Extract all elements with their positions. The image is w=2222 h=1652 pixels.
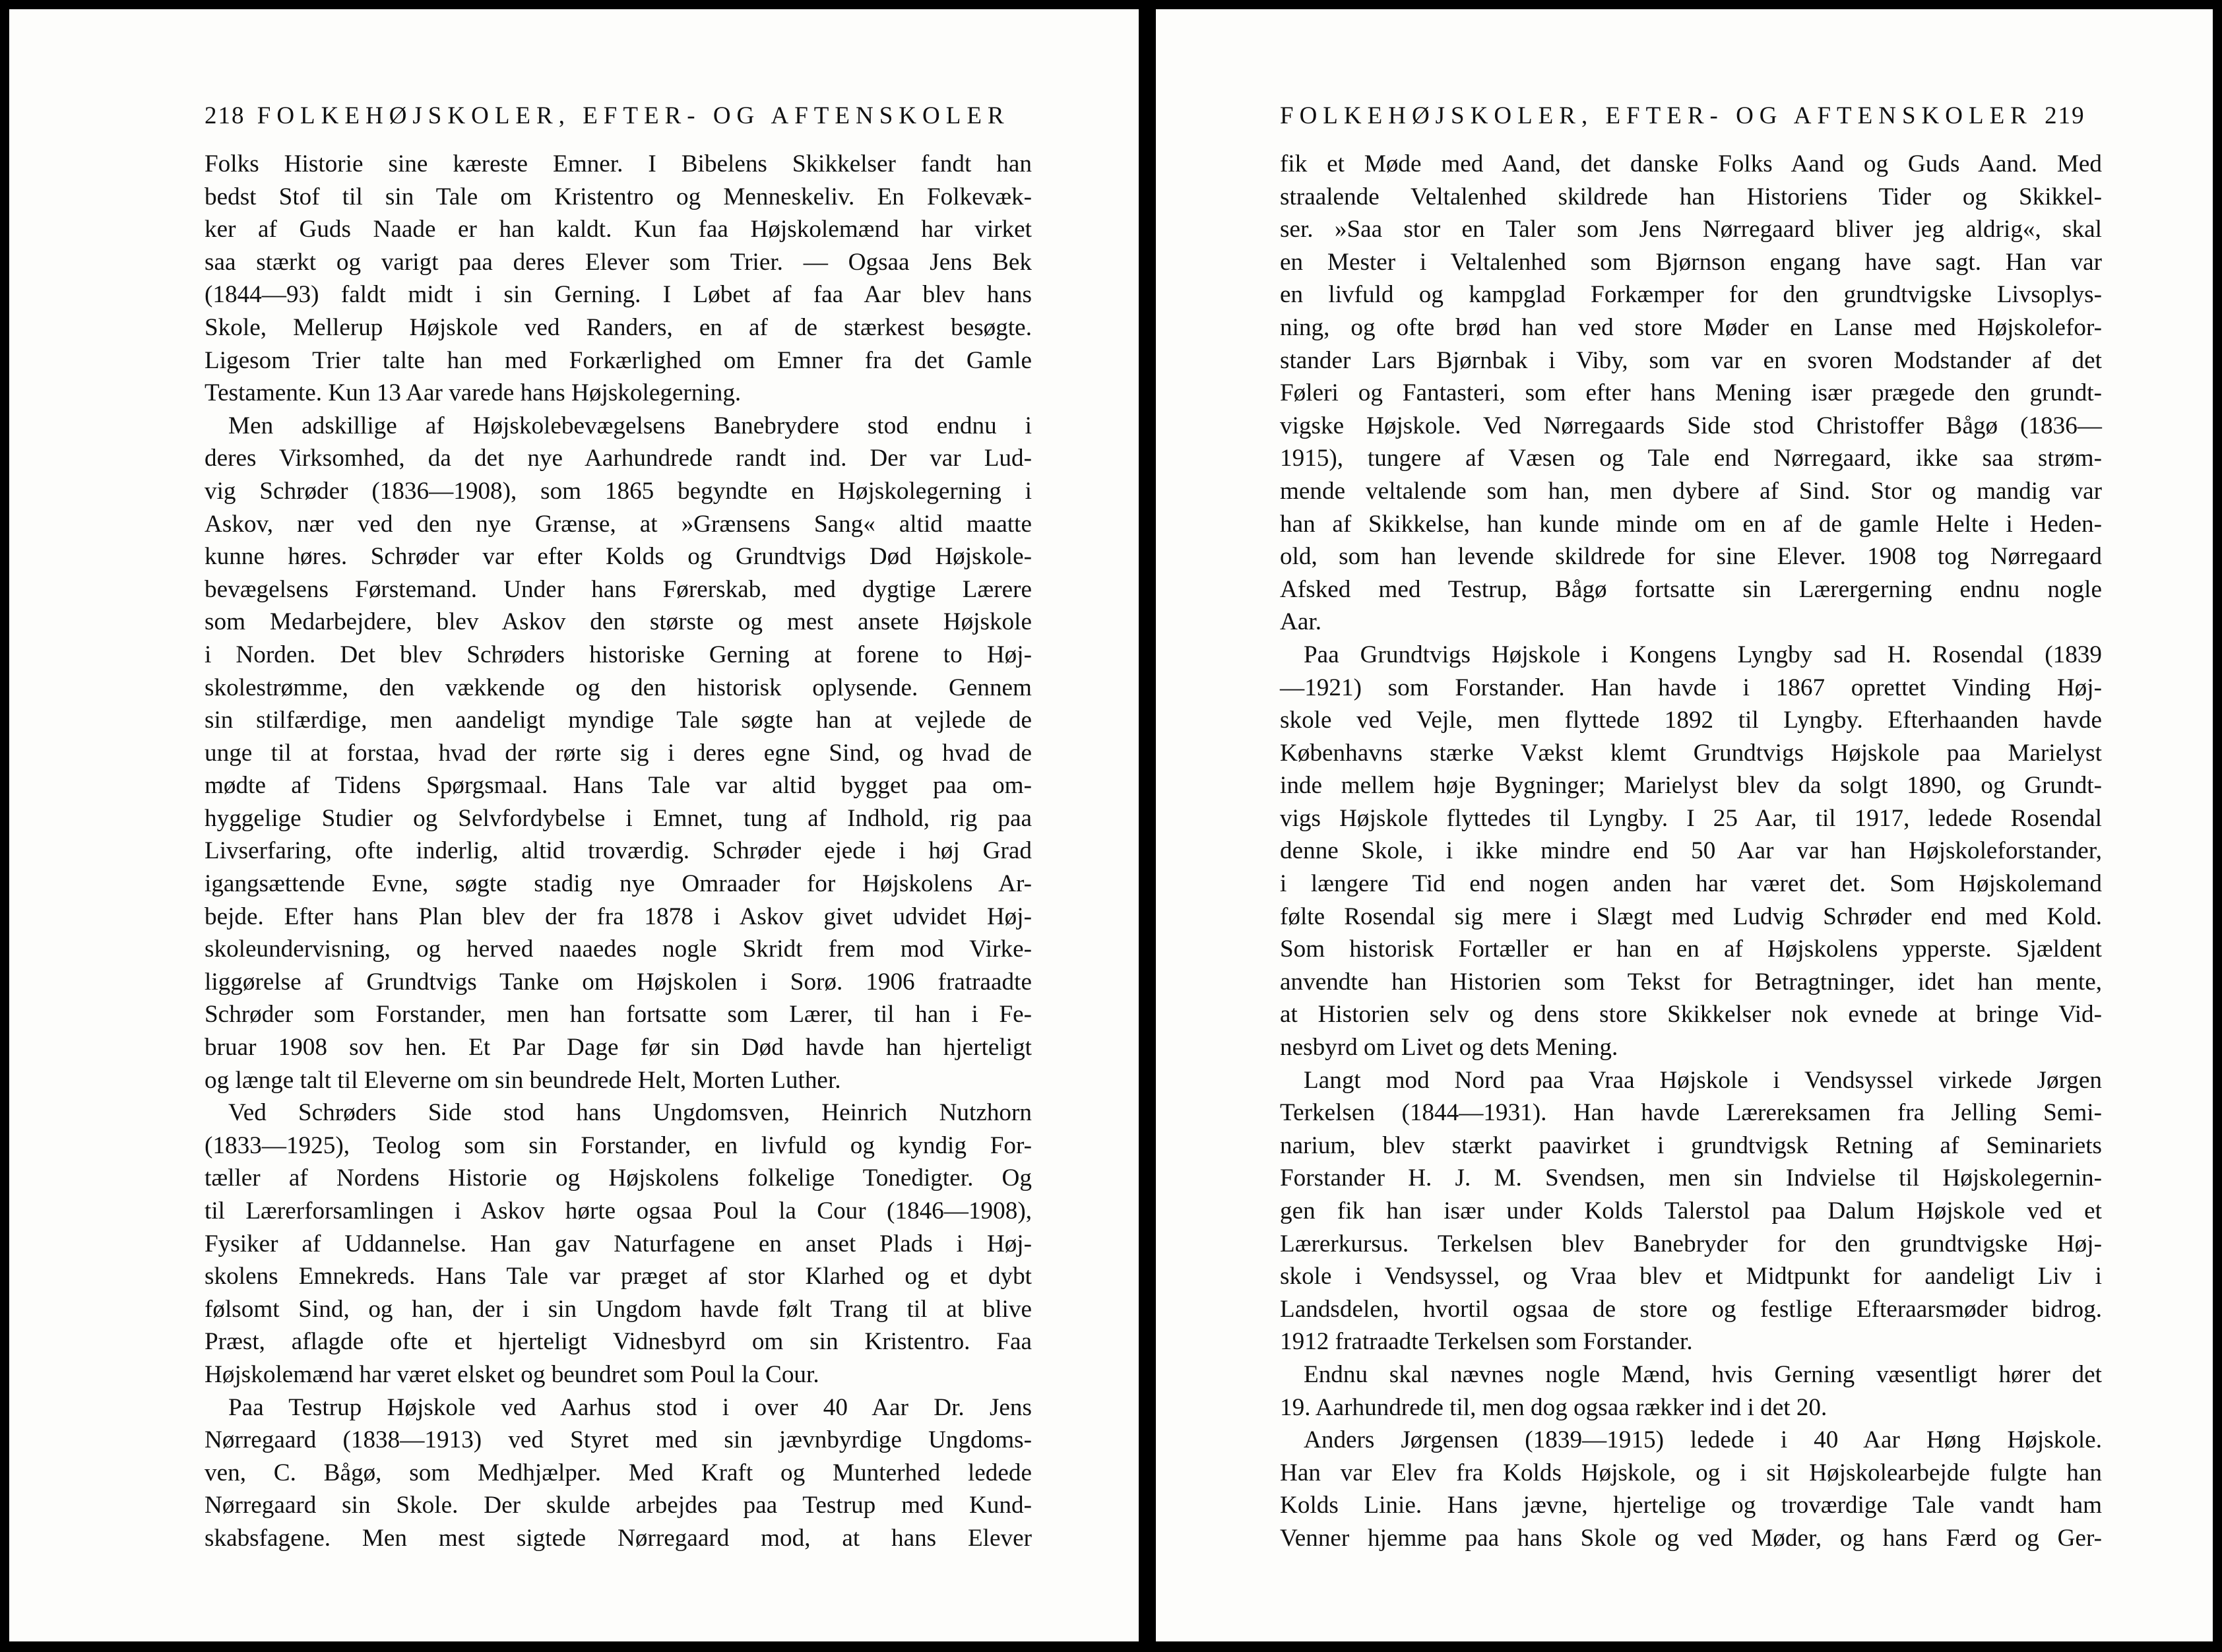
text-line: old, som han levende skildrede for sine Elever. 1908 tog Nørregaard [1280, 543, 2102, 571]
text-line: at Historien selv og dens store Skikkelser nok evnede at bringe Vid- [1280, 1001, 2102, 1029]
text-line: Kolds Linie. Hans jævne, hjertelige og troværdige Tale vandt ham [1280, 1492, 2102, 1519]
text-line: skole ved Vejle, men flyttede 1892 til Lyngby. Efterhaanden havde [1280, 707, 2102, 734]
text-line: mende veltalende som han, men dybere af Sind. Stor og mandig var [1280, 477, 2102, 505]
text-line: nesbyrd om Livet og dets Mening. [1280, 1034, 1618, 1062]
text-line: han af Skikkelse, han kunde minde om en af de gamle Helte i Heden- [1280, 510, 2102, 538]
text-line: Afsked med Testrup, Bågø fortsatte sin Lærergerning endnu nogle [1280, 575, 2102, 603]
left-page-body [205, 148, 1032, 1555]
text-line: Aar. [1280, 608, 1321, 636]
text-line: vig Schrøder (1836—1908), som 1865 begyndte en Højskolegerning i [205, 477, 1032, 505]
text-line: Livserfaring, ofte inderlig, altid troværdig. Schrøder ejede i høj Grad [205, 837, 1032, 865]
text-line: Langt mod Nord paa Vraa Højskole i Vendsyssel virkede Jørgen [1304, 1066, 2102, 1094]
text-line: Fysiker af Uddannelse. Han gav Naturfagene en anset Plads i Høj- [205, 1230, 1032, 1257]
text-line: og længe talt til Eleverne om sin beundrede Helt, Morten Luther. [205, 1066, 841, 1094]
text-line: Ved Schrøders Side stod hans Ungdomsven, Heinrich Nutzhorn [228, 1099, 1032, 1127]
right-page-number: 219 [2045, 102, 2085, 129]
text-line: fik et Møde med Aand, det danske Folks Aand og Guds Aand. Med [1280, 150, 2102, 177]
text-line: Han var Elev fra Kolds Højskole, og i sit Højskolearbejde fulgte han [1280, 1459, 2102, 1486]
text-line: Paa Grundtvigs Højskole i Kongens Lyngby sad H. Rosendal (1839 [1304, 641, 2102, 668]
text-line: Lærerkursus. Terkelsen blev Banebryder for den grundtvigske Høj- [1280, 1230, 2102, 1257]
text-line: Venner hjemme paa hans Skole og ved Møder, og hans Færd og Ger- [1280, 1524, 2102, 1552]
text-line: mødte af Tidens Spørgsmaal. Hans Tale var altid bygget paa om- [205, 772, 1032, 800]
text-line: igangsættende Evne, søgte stadig nye Omraader for Højskolens Ar- [205, 870, 1032, 898]
text-line: bevægelsens Førstemand. Under hans Førerskab, med dygtige Lærere [205, 575, 1032, 603]
text-line: følsomt Sind, og han, der i sin Ungdom havde følt Trang til at blive [205, 1295, 1032, 1323]
text-line: en livfuld og kampglad Forkæmper for den grundtvigske Livsoplys- [1280, 281, 2102, 309]
text-line: Landsdelen, hvortil ogsaa de store og festlige Efteraarsmøder bidrog. [1280, 1295, 2102, 1323]
text-line: denne Skole, i ikke mindre end 50 Aar var han Højskoleforstander, [1280, 837, 2102, 865]
text-line: Forstander H. J. M. Svendsen, men sin Indvielse til Højskolegernin- [1280, 1164, 2102, 1192]
text-line: 19. Aarhundrede til, men dog ogsaa rækker ind i det 20. [1280, 1393, 1827, 1421]
text-line: Nørregaard (1838—1913) ved Styret med sin jævnbyrdige Ungdoms- [205, 1426, 1032, 1454]
text-line: sin stilfærdige, men aandeligt myndige Tale søgte han at vejlede de [205, 707, 1032, 734]
left-page-number: 218 [205, 102, 245, 129]
text-line: bedst Stof til sin Tale om Kristentro og Menneskeliv. En Folkevæk- [205, 183, 1032, 210]
text-line: Paa Testrup Højskole ved Aarhus stod i over 40 Aar Dr. Jens [228, 1393, 1032, 1421]
text-line: i Norden. Det blev Schrøders historiske Gerning at forene to Høj- [205, 641, 1032, 668]
text-line: Skole, Mellerup Højskole ved Randers, en af de stærkest besøgte. [205, 313, 1032, 341]
left-page [9, 9, 1139, 1641]
text-line: ser. »Saa stor en Taler som Jens Nørregaard bliver jeg aldrig«, skal [1280, 216, 2102, 243]
text-line: bruar 1908 sov hen. Et Par Dage før sin Død havde han hjerteligt [205, 1034, 1032, 1062]
text-line: liggørelse af Grundtvigs Tanke om Højskolen i Sorø. 1906 fratraadte [205, 968, 1032, 996]
text-line: Højskolemænd har været elsket og beundret som Poul la Cour. [205, 1360, 819, 1388]
text-line: stander Lars Bjørnbak i Viby, som var en svoren Modstander af det [1280, 346, 2102, 374]
text-line: Terkelsen (1844—1931). Han havde Lærereksamen fra Jelling Semi- [1280, 1099, 2102, 1127]
text-line: vigske Højskole. Ved Nørregaards Side stod Christoffer Bågø (1836— [1280, 412, 2102, 439]
text-line: Som historisk Fortæller er han en af Højskolens ypperste. Sjældent [1280, 936, 2102, 963]
text-line: 1915), tungere af Væsen og Tale end Nørregaard, ikke saa strøm- [1280, 445, 2102, 472]
text-line: kunne høres. Schrøder var efter Kolds og Grundtvigs Død Højskole- [205, 543, 1032, 571]
text-line: skolestrømme, den vækkende og den historisk oplysende. Gennem [205, 674, 1032, 701]
text-line: bejde. Efter hans Plan blev der fra 1878 i Askov givet udvidet Høj- [205, 903, 1032, 930]
text-line: narium, blev stærkt paavirket i grundtvigsk Retning af Seminariets [1280, 1131, 2102, 1159]
text-line: unge til at forstaa, hvad der rørte sig i deres egne Sind, og hvad de [205, 739, 1032, 767]
text-line: gen fik han især under Kolds Talerstol paa Dalum Højskole ved et [1280, 1197, 2102, 1224]
text-line: Anders Jørgensen (1839—1915) ledede i 40 Aar Høng Højskole. [1304, 1426, 2102, 1454]
text-line: til Lærerforsamlingen i Askov hørte ogsaa Poul la Cour (1846—1908), [205, 1197, 1032, 1224]
text-line: (1833—1925), Teolog som sin Forstander, en livfuld og kyndig For- [205, 1131, 1032, 1159]
text-line: følte Rosendal sig mere i Slægt med Ludvig Schrøder end med Kold. [1280, 903, 2102, 930]
text-line: ning, og ofte brød han ved store Møder en Lanse med Højskolefor- [1280, 313, 2102, 341]
text-line: deres Virksomhed, da det nye Aarhundrede randt ind. Der var Lud- [205, 445, 1032, 472]
text-line: skole i Vendsyssel, og Vraa blev et Midtpunkt for aandeligt Liv i [1280, 1263, 2102, 1290]
text-line: ker af Guds Naade er han kaldt. Kun faa Højskolemænd har virket [205, 216, 1032, 243]
text-line: (1844—93) faldt midt i sin Gerning. I Løbet af faa Aar blev hans [205, 281, 1032, 309]
text-line: Askov, nær ved den nye Grænse, at »Grænsens Sang« altid maatte [205, 510, 1032, 538]
right-page [1156, 9, 2213, 1641]
text-line: 1912 fratraadte Terkelsen som Forstander. [1280, 1328, 1693, 1356]
text-line: Folks Historie sine kæreste Emner. I Bibelens Skikkelser fandt han [205, 150, 1032, 177]
right-running-head-title: FOLKEHØJSKOLER, EFTER- OG AFTENSKOLER [1280, 102, 2033, 129]
text-line: —1921) som Forstander. Han havde i 1867 oprettet Vinding Høj- [1280, 674, 2102, 701]
text-line: Præst, aflagde ofte et hjerteligt Vidnesbyrd om sin Kristentro. Faa [205, 1328, 1032, 1356]
text-line: anvendte han Historien som Tekst for Betragtninger, idet han mente, [1280, 968, 2102, 996]
text-line: Nørregaard sin Skole. Der skulde arbejdes paa Testrup med Kund- [205, 1492, 1032, 1519]
text-line: tæller af Nordens Historie og Højskolens folkelige Tonedigter. Og [205, 1164, 1032, 1192]
text-line: Føleri og Fantasteri, som efter hans Mening især prægede den grundt- [1280, 379, 2102, 407]
text-line: vigs Højskole flyttedes til Lyngby. I 25 Aar, til 1917, ledede Rosendal [1280, 804, 2102, 832]
text-line: Endnu skal nævnes nogle Mænd, hvis Gerning væsentligt hører det [1304, 1360, 2102, 1388]
text-line: Men adskillige af Højskolebevægelsens Banebrydere stod endnu i [228, 412, 1032, 439]
text-line: som Medarbejdere, blev Askov den største og mest ansete Højskole [205, 608, 1032, 636]
text-line: straalende Veltalenhed skildrede han Historiens Tider og Skikkel- [1280, 183, 2102, 210]
text-line: hyggelige Studier og Selvfordybelse i Emnet, tung af Indhold, rig paa [205, 804, 1032, 832]
right-page-body [1280, 148, 2102, 1555]
text-line: en Mester i Veltalenhed som Bjørnson engang have sagt. Han var [1280, 248, 2102, 276]
text-line: saa stærkt og varigt paa deres Elever som Trier. — Ogsaa Jens Bek [205, 248, 1032, 276]
book-gutter [1139, 0, 1156, 1652]
text-line: skoleundervisning, og herved naaedes nogle Skridt frem mod Virke- [205, 936, 1032, 963]
text-line: Testamente. Kun 13 Aar varede hans Højskolegerning. [205, 379, 742, 407]
text-line: i længere Tid end nogen anden har været det. Som Højskolemand [1280, 870, 2102, 898]
text-line: Københavns stærke Vækst klemt Grundtvigs Højskole paa Marielyst [1280, 739, 2102, 767]
text-line: inde mellem høje Bygninger; Marielyst blev da solgt 1890, og Grundt- [1280, 772, 2102, 800]
right-running-head [1280, 102, 2085, 130]
text-line: skolens Emnekreds. Hans Tale var præget af stor Klarhed og et dybt [205, 1263, 1032, 1290]
text-line: Ligesom Trier talte han med Forkærlighed om Emner fra det Gamle [205, 346, 1032, 374]
left-running-head [205, 102, 1010, 130]
left-running-head-title: FOLKEHØJSKOLER, EFTER- OG AFTENSKOLER [257, 102, 1010, 129]
text-line: ven, C. Bågø, som Medhjælper. Med Kraft og Munterhed ledede [205, 1459, 1032, 1486]
text-line: Schrøder som Forstander, men han fortsatte som Lærer, til han i Fe- [205, 1001, 1032, 1029]
text-line: skabsfagene. Men mest sigtede Nørregaard mod, at hans Elever [205, 1524, 1032, 1552]
